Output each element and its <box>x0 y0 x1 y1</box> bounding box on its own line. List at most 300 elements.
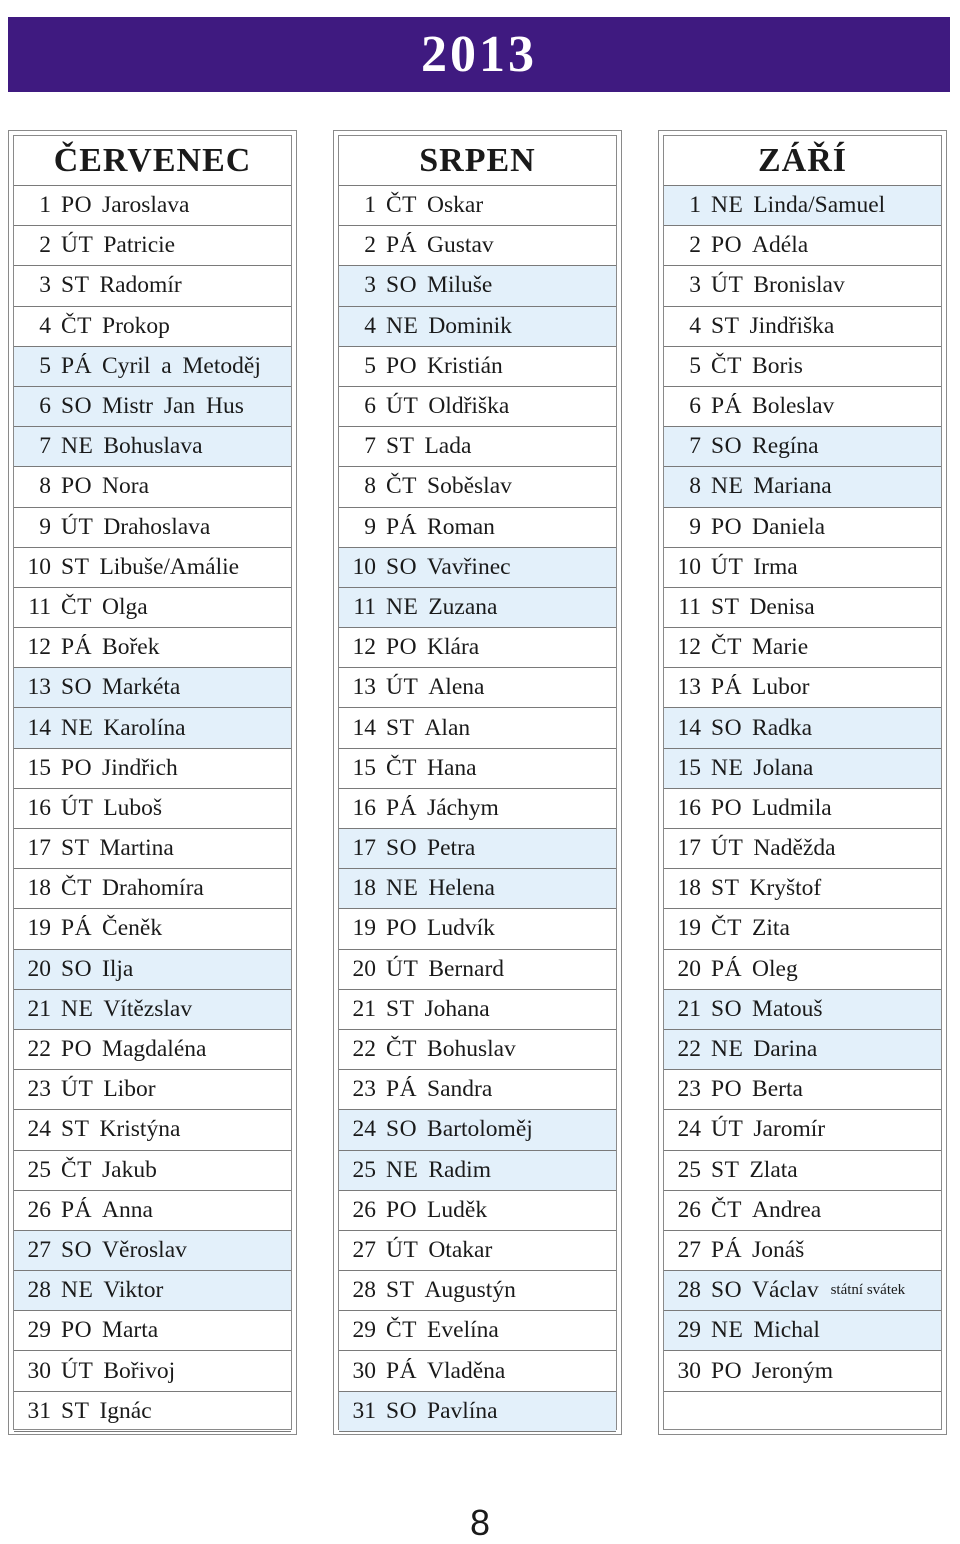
day-row <box>14 1231 291 1271</box>
weekday-abbr: ST <box>711 875 740 902</box>
day-number: 10 <box>352 553 376 580</box>
day-row <box>14 347 291 387</box>
weekday-abbr: SO <box>61 674 93 701</box>
name-day: Berta <box>752 1076 803 1103</box>
day-number: 5 <box>39 352 51 379</box>
day-number: 15 <box>677 754 701 781</box>
day-number: 19 <box>677 915 701 942</box>
name-day: Boris <box>752 352 803 379</box>
name-day: Cyril a Metoděj <box>102 352 261 379</box>
day-number: 13 <box>352 674 376 701</box>
day-row <box>14 789 291 829</box>
day-row <box>664 347 941 387</box>
day-row <box>14 950 291 990</box>
day-row <box>339 628 616 668</box>
name-day: Věroslav <box>102 1236 187 1263</box>
weekday-abbr: PÁ <box>386 1357 418 1384</box>
day-row <box>664 990 941 1030</box>
day-number: 6 <box>689 393 701 420</box>
day-number: 29 <box>352 1317 376 1344</box>
name-day: Ludmila <box>752 794 832 821</box>
name-day: Roman <box>427 513 495 540</box>
day-row <box>664 427 941 467</box>
name-day: Alan <box>424 714 471 741</box>
weekday-abbr: NE <box>386 593 419 620</box>
name-day: Mistr Jan Hus <box>102 393 244 420</box>
month-table <box>663 135 942 1430</box>
name-day: Otakar <box>428 1236 493 1263</box>
weekday-abbr: SO <box>386 272 418 299</box>
day-number: 12 <box>352 634 376 661</box>
weekday-abbr: NE <box>711 192 744 219</box>
name-day: Hana <box>427 754 477 781</box>
day-row <box>14 266 291 306</box>
day-row <box>339 909 616 949</box>
name-day: Kristýna <box>99 1116 181 1143</box>
day-row <box>339 1110 616 1150</box>
day-number: 9 <box>364 513 376 540</box>
day-number: 4 <box>689 312 701 339</box>
day-number: 2 <box>689 232 701 259</box>
day-number: 28 <box>27 1277 51 1304</box>
weekday-abbr: PO <box>61 192 93 219</box>
weekday-abbr: ÚT <box>711 553 744 580</box>
weekday-abbr: ÚT <box>386 955 419 982</box>
day-number: 10 <box>677 553 701 580</box>
weekday-abbr: PÁ <box>711 1236 743 1263</box>
day-number: 21 <box>27 995 51 1022</box>
day-number: 8 <box>364 473 376 500</box>
name-day: Radim <box>428 1156 491 1183</box>
day-row <box>339 708 616 748</box>
weekday-abbr: ČT <box>386 754 418 781</box>
day-number: 19 <box>352 915 376 942</box>
name-day: Helena <box>428 875 495 902</box>
day-number: 28 <box>352 1277 376 1304</box>
name-day: Olga <box>102 593 148 620</box>
day-row <box>339 829 616 869</box>
day-row <box>664 467 941 507</box>
name-day: Jeroným <box>752 1357 833 1384</box>
day-number: 26 <box>27 1196 51 1223</box>
day-number: 23 <box>27 1076 51 1103</box>
day-number: 30 <box>352 1357 376 1384</box>
day-row <box>664 829 941 869</box>
name-day: Regína <box>752 433 819 460</box>
day-number: 16 <box>677 794 701 821</box>
name-day: Markéta <box>102 674 181 701</box>
day-row <box>14 829 291 869</box>
day-number: 4 <box>39 312 51 339</box>
day-row <box>339 1311 616 1351</box>
name-day: Jindřich <box>102 754 178 781</box>
day-row <box>14 1311 291 1351</box>
day-row <box>664 1351 941 1391</box>
day-number: 18 <box>352 875 376 902</box>
day-number: 21 <box>677 995 701 1022</box>
name-day: Petra <box>427 835 476 862</box>
day-number: 17 <box>677 835 701 862</box>
name-day: Luděk <box>427 1196 488 1223</box>
day-number: 6 <box>39 393 51 420</box>
weekday-abbr: NE <box>386 1156 419 1183</box>
day-number: 1 <box>689 192 701 219</box>
name-day: Marie <box>752 634 809 661</box>
month-column <box>333 130 622 1435</box>
weekday-abbr: ST <box>386 433 415 460</box>
weekday-abbr: PÁ <box>61 352 93 379</box>
weekday-abbr: PÁ <box>386 232 418 259</box>
day-row <box>664 508 941 548</box>
name-day: Libor <box>103 1076 156 1103</box>
name-day: Gustav <box>427 232 494 259</box>
weekday-abbr: PO <box>386 634 418 661</box>
name-day: Jáchym <box>427 794 499 821</box>
month-table <box>338 135 617 1430</box>
day-number: 16 <box>27 794 51 821</box>
day-number: 12 <box>677 634 701 661</box>
day-row <box>664 307 941 347</box>
day-number: 20 <box>352 955 376 982</box>
weekday-abbr: ST <box>61 272 90 299</box>
day-row <box>339 467 616 507</box>
day-number: 20 <box>677 955 701 982</box>
day-row <box>664 668 941 708</box>
weekday-abbr: ÚT <box>386 1236 419 1263</box>
day-row <box>664 909 941 949</box>
weekday-abbr: SO <box>61 393 93 420</box>
day-number: 26 <box>352 1196 376 1223</box>
name-day: Bohuslava <box>103 433 203 460</box>
name-day: Vítězslav <box>103 995 193 1022</box>
day-row <box>339 1392 616 1432</box>
day-number: 2 <box>364 232 376 259</box>
day-row <box>664 749 941 789</box>
weekday-abbr: ST <box>61 835 90 862</box>
name-day: Naděžda <box>753 835 836 862</box>
day-row <box>339 186 616 226</box>
day-number: 16 <box>352 794 376 821</box>
weekday-abbr: NE <box>386 875 419 902</box>
weekday-abbr: SO <box>61 1236 93 1263</box>
day-number: 4 <box>364 312 376 339</box>
name-day: Kryštof <box>749 875 822 902</box>
day-number: 21 <box>352 995 376 1022</box>
weekday-abbr: NE <box>61 714 94 741</box>
name-day: Michal <box>753 1317 820 1344</box>
day-number: 24 <box>27 1116 51 1143</box>
day-row <box>664 789 941 829</box>
day-number: 22 <box>352 1036 376 1063</box>
day-number: 23 <box>677 1076 701 1103</box>
day-number: 30 <box>677 1357 701 1384</box>
day-number: 23 <box>352 1076 376 1103</box>
day-number: 11 <box>28 593 51 620</box>
day-number: 14 <box>352 714 376 741</box>
name-day: Mariana <box>753 473 832 500</box>
day-number: 31 <box>352 1397 376 1424</box>
day-row <box>14 427 291 467</box>
day-number: 15 <box>352 754 376 781</box>
name-day: Jaromír <box>753 1116 826 1143</box>
day-row <box>14 749 291 789</box>
day-row <box>14 226 291 266</box>
day-row <box>339 749 616 789</box>
weekday-abbr: ČT <box>711 634 743 661</box>
day-number: 20 <box>27 955 51 982</box>
weekday-abbr: PO <box>711 513 743 540</box>
weekday-abbr: PO <box>386 352 418 379</box>
name-day: Bořivoj <box>103 1357 176 1384</box>
name-day: Andrea <box>752 1196 822 1223</box>
day-number: 29 <box>27 1317 51 1344</box>
day-number: 3 <box>689 272 701 299</box>
weekday-abbr: PO <box>711 232 743 259</box>
day-number: 17 <box>27 835 51 862</box>
day-row <box>664 1030 941 1070</box>
weekday-abbr: ÚT <box>386 393 419 420</box>
day-row <box>14 387 291 427</box>
day-number: 1 <box>364 192 376 219</box>
day-number: 7 <box>39 433 51 460</box>
day-number: 15 <box>27 754 51 781</box>
name-day: Vavřinec <box>427 553 511 580</box>
day-row <box>339 266 616 306</box>
name-day: Alena <box>428 674 485 701</box>
weekday-abbr: PÁ <box>61 634 93 661</box>
name-day: Linda/Samuel <box>753 192 886 219</box>
day-number: 11 <box>678 593 701 620</box>
weekday-abbr: PÁ <box>711 674 743 701</box>
day-row <box>664 1070 941 1110</box>
name-day: Miluše <box>427 272 493 299</box>
day-row <box>14 708 291 748</box>
name-day: Radka <box>752 714 813 741</box>
day-row <box>664 1231 941 1271</box>
day-row <box>14 1271 291 1311</box>
weekday-abbr: PÁ <box>386 794 418 821</box>
weekday-abbr: PO <box>61 473 93 500</box>
weekday-abbr: ČT <box>386 1317 418 1344</box>
weekday-abbr: ÚT <box>61 232 94 259</box>
day-number: 5 <box>364 352 376 379</box>
day-row <box>664 387 941 427</box>
day-row <box>14 467 291 507</box>
day-row <box>664 628 941 668</box>
weekday-abbr: SO <box>711 1277 743 1304</box>
weekday-abbr: NE <box>711 754 744 781</box>
weekday-abbr: PO <box>386 915 418 942</box>
day-number: 8 <box>689 473 701 500</box>
day-number: 1 <box>39 192 51 219</box>
weekday-abbr: ČT <box>711 352 743 379</box>
name-day: Jonáš <box>752 1236 805 1263</box>
weekday-abbr: PO <box>61 1317 93 1344</box>
day-row <box>14 1151 291 1191</box>
day-row <box>14 1351 291 1391</box>
day-row <box>664 588 941 628</box>
month-table <box>13 135 292 1430</box>
day-row <box>339 508 616 548</box>
weekday-abbr: NE <box>61 995 94 1022</box>
day-row <box>14 307 291 347</box>
day-number: 26 <box>677 1196 701 1223</box>
day-number: 18 <box>27 875 51 902</box>
name-day: Oskar <box>427 192 484 219</box>
day-row <box>14 588 291 628</box>
weekday-abbr: PO <box>711 1076 743 1103</box>
day-row <box>664 1191 941 1231</box>
day-row <box>664 1110 941 1150</box>
weekday-abbr: SO <box>386 553 418 580</box>
name-day: Bartoloměj <box>427 1116 533 1143</box>
month-title: ČERVENEC <box>14 136 291 186</box>
name-day: Darina <box>753 1036 818 1063</box>
name-day: Johana <box>424 995 490 1022</box>
weekday-abbr: ST <box>386 995 415 1022</box>
weekday-abbr: ČT <box>711 1196 743 1223</box>
day-number: 3 <box>39 272 51 299</box>
name-day: Augustýn <box>424 1277 516 1304</box>
name-day: Marta <box>102 1317 159 1344</box>
weekday-abbr: PO <box>711 794 743 821</box>
day-row <box>664 708 941 748</box>
weekday-abbr: SO <box>711 995 743 1022</box>
day-number: 14 <box>27 714 51 741</box>
weekday-abbr: PO <box>61 754 93 781</box>
day-row <box>339 1030 616 1070</box>
day-row <box>664 1311 941 1351</box>
name-day: Jakub <box>102 1156 157 1183</box>
day-row <box>14 1392 291 1432</box>
day-number: 10 <box>27 553 51 580</box>
weekday-abbr: ČT <box>386 192 418 219</box>
month-title: SRPEN <box>339 136 616 186</box>
weekday-abbr: ÚT <box>711 272 744 299</box>
name-day: Lubor <box>752 674 810 701</box>
day-number: 9 <box>689 513 701 540</box>
day-number: 24 <box>352 1116 376 1143</box>
day-number: 31 <box>27 1397 51 1424</box>
month-column <box>8 130 297 1435</box>
name-day: Luboš <box>103 794 163 821</box>
day-number: 29 <box>677 1317 701 1344</box>
name-day: Radomír <box>99 272 182 299</box>
name-day: Oleg <box>752 955 798 982</box>
weekday-abbr: PO <box>386 1196 418 1223</box>
day-row <box>339 1351 616 1391</box>
year-banner <box>8 17 950 92</box>
day-number: 30 <box>27 1357 51 1384</box>
name-day: Karolína <box>103 714 186 741</box>
day-number: 7 <box>364 433 376 460</box>
name-day: Čeněk <box>102 915 163 942</box>
weekday-abbr: ST <box>61 1397 90 1424</box>
day-number: 13 <box>27 674 51 701</box>
day-number: 24 <box>677 1116 701 1143</box>
weekday-abbr: SO <box>711 714 743 741</box>
name-day: Bohuslav <box>427 1036 516 1063</box>
name-day: Zita <box>752 915 790 942</box>
day-row <box>14 990 291 1030</box>
day-number: 5 <box>689 352 701 379</box>
weekday-abbr: ČT <box>61 875 93 902</box>
name-day: Anna <box>102 1196 153 1223</box>
weekday-abbr: SO <box>386 835 418 862</box>
day-number: 25 <box>27 1156 51 1183</box>
name-day: Ignác <box>99 1397 152 1424</box>
weekday-abbr: ST <box>386 714 415 741</box>
name-day: Ludvík <box>427 915 495 942</box>
day-row <box>14 186 291 226</box>
name-day: Bernard <box>428 955 505 982</box>
weekday-abbr: SO <box>386 1397 418 1424</box>
day-number: 27 <box>27 1236 51 1263</box>
day-row <box>339 1151 616 1191</box>
day-number: 22 <box>677 1036 701 1063</box>
day-number: 28 <box>677 1277 701 1304</box>
weekday-abbr: NE <box>386 312 419 339</box>
day-row <box>14 909 291 949</box>
name-day: Prokop <box>102 312 170 339</box>
day-row <box>339 427 616 467</box>
day-number: 17 <box>352 835 376 862</box>
weekday-abbr: PO <box>61 1036 93 1063</box>
weekday-abbr: ST <box>711 312 740 339</box>
name-day: Patricie <box>103 232 176 259</box>
weekday-abbr: ST <box>386 1277 415 1304</box>
weekday-abbr: PÁ <box>386 1076 418 1103</box>
day-row <box>14 628 291 668</box>
name-day: Jindřiška <box>749 312 835 339</box>
weekday-abbr: NE <box>61 433 94 460</box>
weekday-abbr: ÚT <box>711 835 744 862</box>
day-number: 27 <box>352 1236 376 1263</box>
name-day: Irma <box>753 553 798 580</box>
year-title: 2013 <box>421 26 537 83</box>
day-row <box>664 1271 941 1311</box>
name-day: Jaroslava <box>102 192 190 219</box>
name-day: Sandra <box>427 1076 493 1103</box>
day-number: 8 <box>39 473 51 500</box>
weekday-abbr: NE <box>711 473 744 500</box>
name-day: Lada <box>424 433 472 460</box>
weekday-abbr: SO <box>61 955 93 982</box>
weekday-abbr: ÚT <box>711 1116 744 1143</box>
day-row <box>339 588 616 628</box>
day-row <box>339 789 616 829</box>
page-number: 8 <box>469 1502 491 1543</box>
day-row <box>664 548 941 588</box>
weekday-abbr: ČT <box>386 473 418 500</box>
weekday-abbr: ST <box>61 553 90 580</box>
month-column <box>658 130 947 1435</box>
day-number: 14 <box>677 714 701 741</box>
day-number: 12 <box>27 634 51 661</box>
day-row <box>339 548 616 588</box>
day-number: 25 <box>677 1156 701 1183</box>
name-day: Oldřiška <box>428 393 510 420</box>
day-row <box>14 1191 291 1231</box>
day-row <box>339 1191 616 1231</box>
name-day: Klára <box>427 634 480 661</box>
weekday-abbr: PÁ <box>711 955 743 982</box>
day-number: 2 <box>39 232 51 259</box>
weekday-abbr: ČT <box>61 312 93 339</box>
name-day: Václav <box>752 1277 819 1304</box>
day-row <box>664 186 941 226</box>
weekday-abbr: PO <box>711 1357 743 1384</box>
